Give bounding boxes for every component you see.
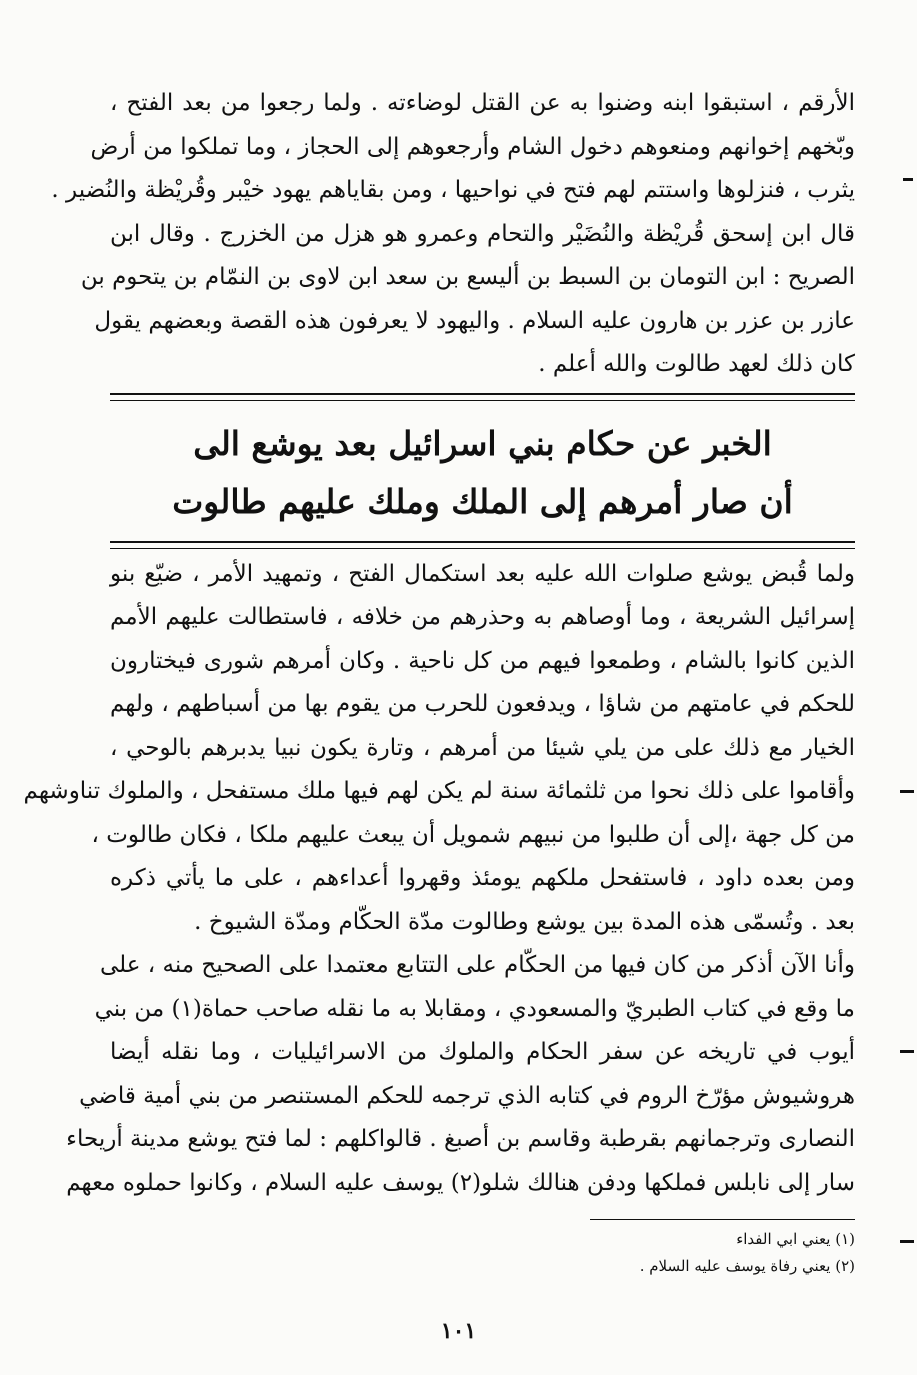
text-line: للحكم في عامتهم من شاؤا ، ويدفعون للحرب من يقوم بها من أسباطهم ، ولهم [110, 691, 855, 717]
text-line: ما وقع في كتاب الطبريّ والمسعودي ، ومقابلا به ما نقله صاحب حماة(١) من بني [94, 995, 855, 1022]
margin-mark [903, 178, 913, 181]
text-line: من كل جهة ،إلى أن طلبوا من نبيهم شمويل أن يبعث عليهم ملكا ، فكان طالوت ، [91, 821, 855, 848]
page-body [23, 82, 855, 1280]
text-line: أيوب في تاريخه عن سفر الحكام والملوك من الاسرائيليات ، وما نقله أيضا [110, 1039, 855, 1065]
text-line: النصارى وترجمانهم بقرطبة وقاسم بن أصبغ . قالواكلهم : لما فتح يوشع مدينة أريحاء [66, 1126, 855, 1152]
text-line: يثرب ، فنزلوها واستتم لهم فتح في نواحيها ، ومن بقاياهم يهود خيْبر وقُريْظة والنُضير . [51, 177, 855, 203]
text-line: وأنا الآن أذكر من كان فيها من الحكّام على التتابع معتمدا على الصحيح منه ، على [99, 952, 855, 978]
margin-mark [900, 790, 914, 793]
margin-mark [900, 1050, 914, 1053]
heading-line-2: أن صار أمرهم إلى الملك وملك عليهم طالوت [172, 481, 793, 521]
third-paragraph [66, 944, 855, 1205]
page-number: ١٠١ [440, 1318, 477, 1344]
section-heading [110, 401, 855, 541]
text-line: الصريح : ابن التومان بن السبط بن أليسع بن سعد ابن لاوى بن النمّام بن يتحوم بن [80, 264, 855, 290]
text-line: قال ابن إسحق قُريْظة والنُضَيْر والتحام وعمرو هو هزل من الخزرج . وقال ابن [110, 220, 855, 247]
footnotes [110, 1226, 855, 1280]
footnote-separator [590, 1219, 855, 1220]
text-line: سار إلى نابلس فملكها ودفن هنالك شلو(٢) يوسف عليه السلام ، وكانوا حملوه معهم [66, 1169, 855, 1196]
second-paragraph [23, 553, 855, 945]
text-line: وبّخهم إخوانهم ومنعوهم دخول الشام وأرجعوهم إلى الحجاز ، وما تملكوا من أرض [90, 133, 855, 160]
heading-top-rule [110, 393, 855, 401]
text-line: عازر بن عزر بن هارون عليه السلام . واليهود لا يعرفون هذه القصة وبعضهم يقول [94, 307, 855, 334]
text-line: إسرائيل الشريعة ، وما أوصاهم به وحذرهم من خلافه ، فاستطالت عليهم الأمم [110, 604, 855, 630]
text-line: بعد . وتُسمّى هذه المدة بين يوشع وطالوت مدّة الحكّام ومدّة الشيوخ . [194, 908, 855, 935]
text-line: ولما قُبض يوشع صلوات الله عليه بعد استكمال الفتح ، وتمهيد الأمر ، ضيّع بنو [110, 560, 855, 587]
text-line: ومن بعده داود ، فاستفحل ملكهم يومئذ وقهروا أعداءهم ، على ما يأتي ذكره [110, 865, 855, 891]
heading-bottom-rule [110, 541, 855, 549]
heading-line-1: الخبر عن حكام بني اسرائيل بعد يوشع الى [193, 423, 772, 463]
text-line: وأقاموا على ذلك نحوا من ثلثمائة سنة لم يكن لهم فيها ملك مستفحل ، والملوك تناوشهم [23, 778, 855, 804]
text-line: الذين كانوا بالشام ، وطمعوا فيهم من كل ناحية . وكان أمرهم شورى فيختارون [110, 647, 855, 674]
top-paragraph [51, 82, 855, 387]
margin-mark [900, 1240, 914, 1243]
footnote-2: (٢) يعني رفاة يوسف عليه السلام . [639, 1257, 855, 1275]
text-line: هروشيوش مؤرّخ الروم في كتابه الذي ترجمه للحكم المستنصر من بني أمية قاضي [79, 1082, 855, 1109]
text-line: الأرقم ، استبقوا ابنه وضنوا به عن القتل لوضاءته . ولما رجعوا من بعد الفتح ، [110, 90, 855, 116]
text-line: كان ذلك لعهد طالوت والله أعلم . [538, 351, 855, 377]
footnote-1: (١) يعني ابي الفداء [736, 1230, 855, 1248]
text-line: الخيار مع ذلك على من يلي شيئا من أمرهم ، وتارة يكون نبيا يدبرهم بالوحي ، [110, 734, 855, 761]
